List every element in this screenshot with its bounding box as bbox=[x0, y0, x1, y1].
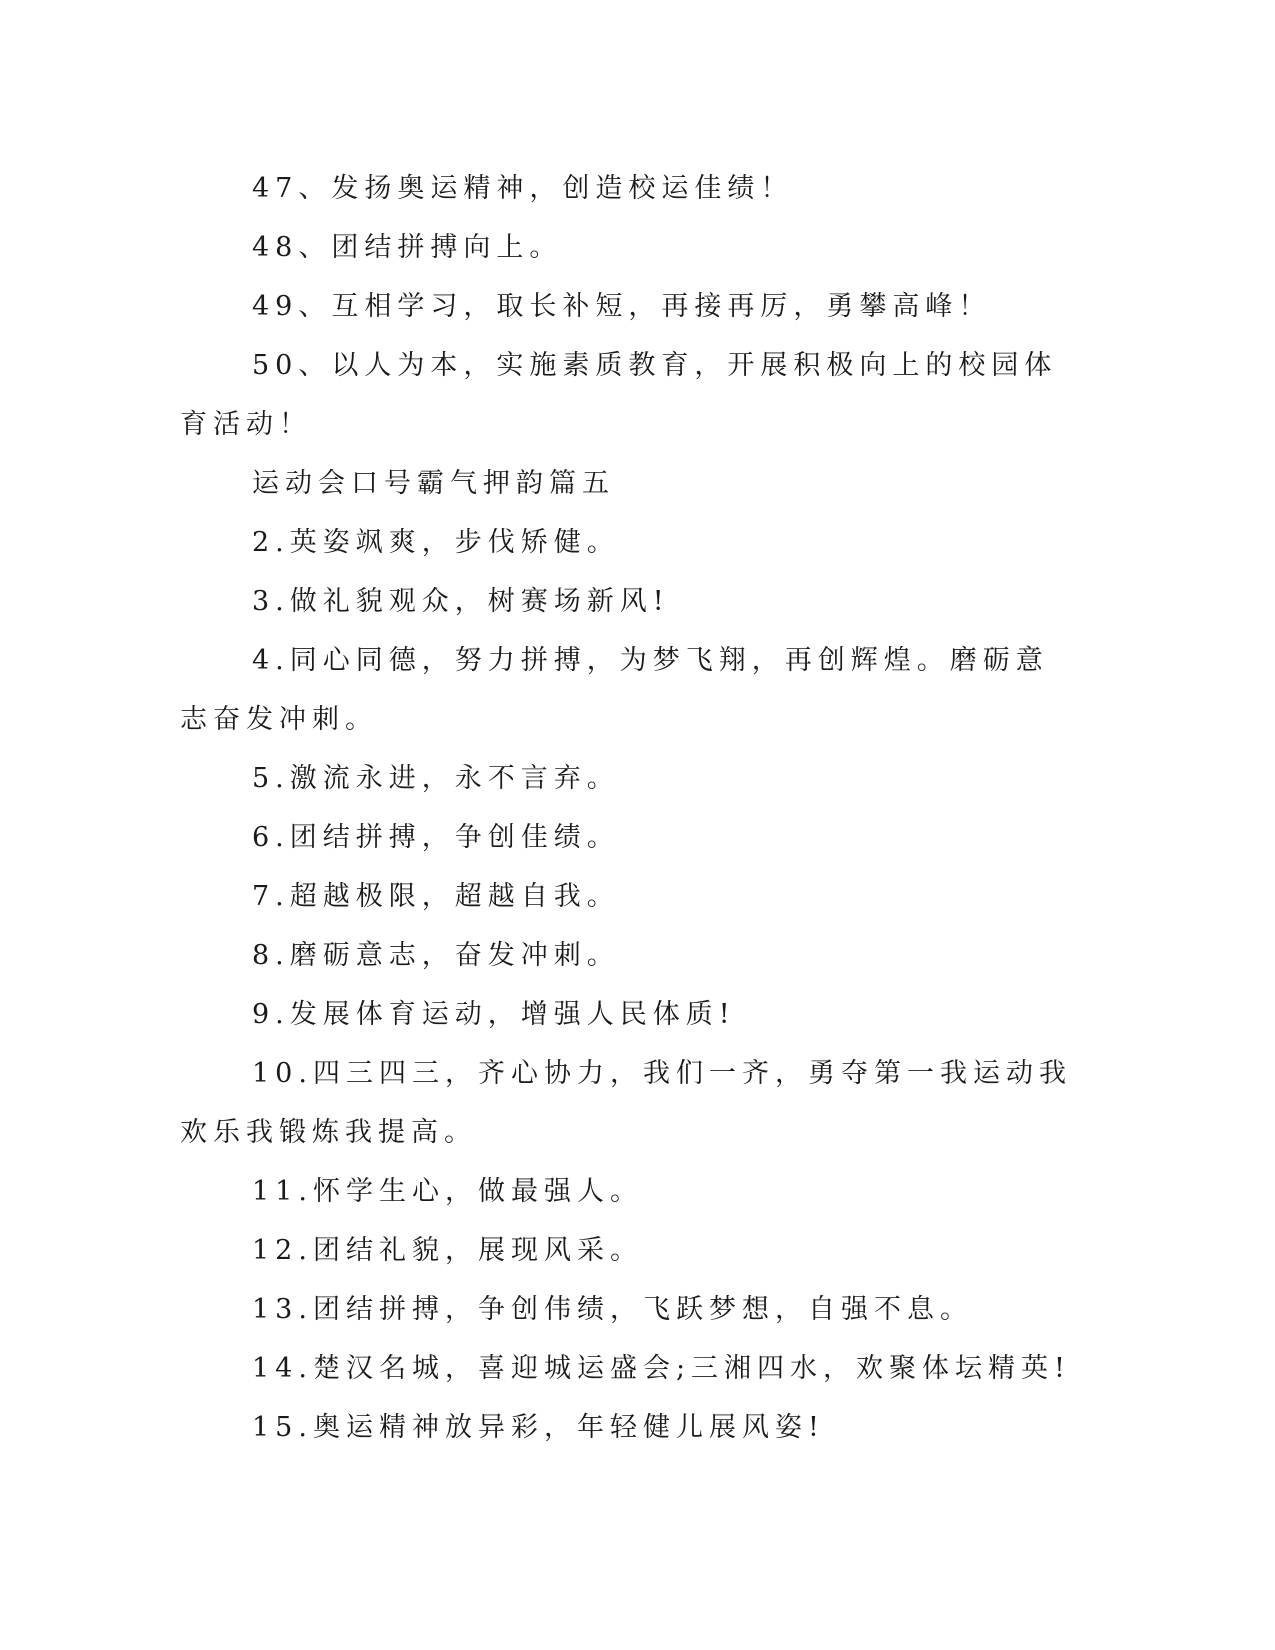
slogan-50: 50、以人为本，实施素质教育，开展积极向上的校园体育活动！ bbox=[180, 350, 1058, 440]
slogan-9: 9.发展体育运动，增强人民体质! bbox=[252, 999, 736, 1030]
slogan-7: 7.超越极限，超越自我。 bbox=[252, 881, 620, 912]
slogan-11: 11.怀学生心，做最强人。 bbox=[252, 1176, 643, 1207]
slogan-4: 4.同心同德，努力拼搏，为梦飞翔，再创辉煌。磨砺意志奋发冲刺。 bbox=[180, 645, 1049, 735]
slogan-6: 6.团结拼搏，争创佳绩。 bbox=[252, 822, 620, 853]
slogan-2: 2.英姿飒爽，步伐矫健。 bbox=[252, 527, 620, 558]
slogan-8: 8.磨砺意志，奋发冲刺。 bbox=[252, 940, 620, 971]
slogan-15: 15.奥运精神放异彩，年轻健儿展风姿! bbox=[252, 1412, 825, 1443]
slogan-47: 47、发扬奥运精神，创造校运佳绩！ bbox=[252, 173, 794, 204]
document-body bbox=[180, 159, 1080, 1457]
slogan-14: 14.楚汉名城，喜迎城运盛会;三湘四水，欢聚体坛精英! bbox=[252, 1353, 1071, 1384]
slogan-10: 10.四三四三，齐心协力，我们一齐，勇夺第一我运动我欢乐我锻炼我提高。 bbox=[180, 1058, 1072, 1148]
slogan-12: 12.团结礼貌，展现风采。 bbox=[252, 1235, 643, 1266]
slogan-5: 5.激流永进，永不言弃。 bbox=[252, 763, 620, 794]
slogan-48: 48、团结拼搏向上。 bbox=[252, 232, 563, 263]
section-heading: 运动会口号霸气押韵篇五 bbox=[252, 468, 615, 499]
slogan-49: 49、互相学习，取长补短，再接再厉，勇攀高峰！ bbox=[252, 291, 992, 322]
slogan-3: 3.做礼貌观众，树赛场新风! bbox=[252, 586, 670, 617]
slogan-13: 13.团结拼搏，争创伟绩，飞跃梦想，自强不息。 bbox=[252, 1294, 973, 1325]
